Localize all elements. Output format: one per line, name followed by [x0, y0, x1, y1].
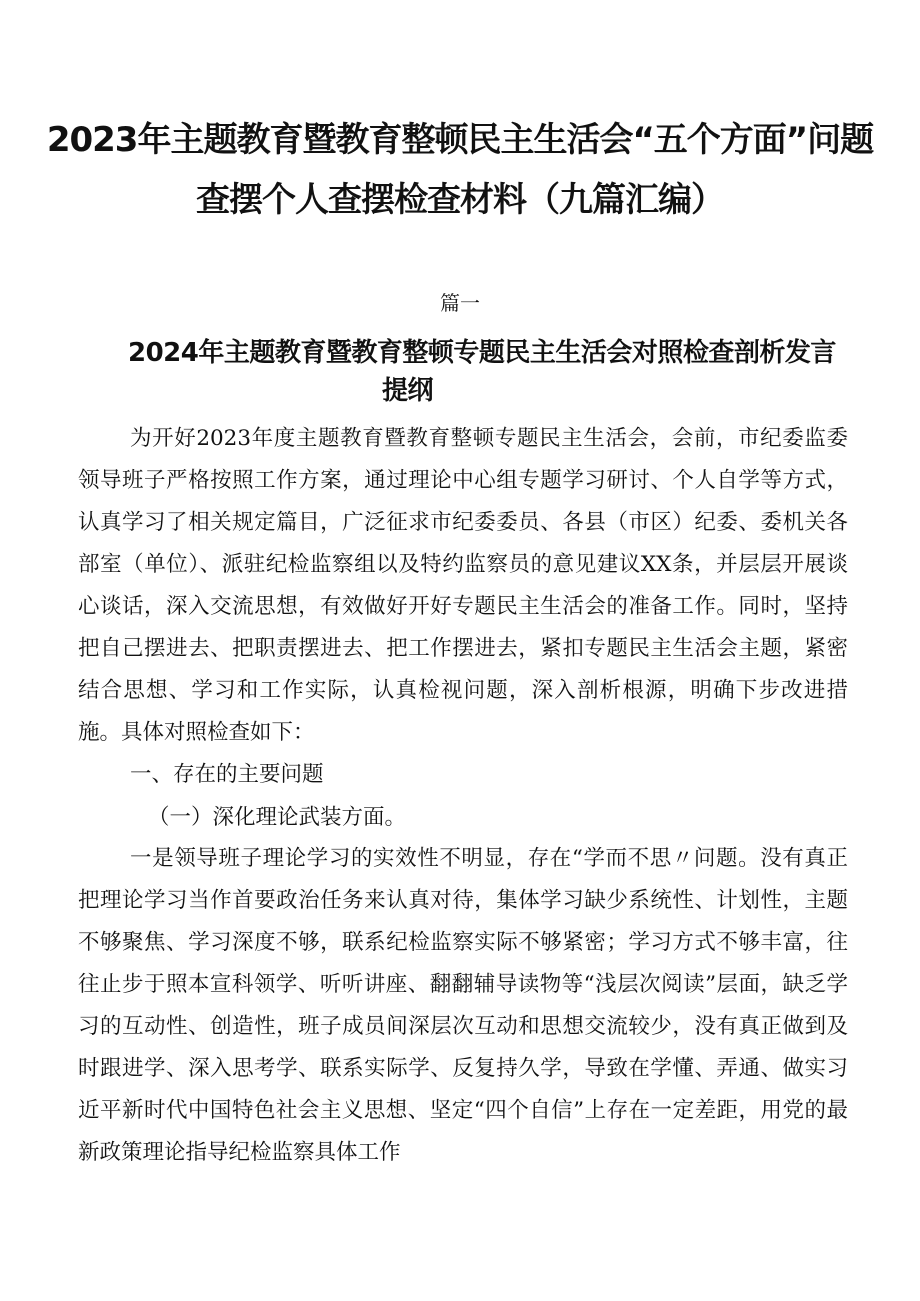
intro-paragraph: 为开好2023年度主题教育暨教育整顿专题民主生活会，会前，市纪委监委领导班子严格按照工作方案，通过理论中心组专题学习研讨、个人自学等方式，认真学习了相关规定篇目，广泛征求市纪委委员、各县（市区）纪委、委机关各部室（单位）、派驻纪检监察组以及特约监察员的意见建议XX条，并层层开展谈心谈话，深入交流思想，有效做好开好专题民主生活会的准备工作。同时，坚持把自己摆进去、把职责摆进去、把工作摆进去，紧扣专题民主生活会主题，紧密结合思想、学习和工作实际，认真检视问题，深入剖析根源，明确下步改进措施。具体对照检查如下： — [78, 426, 848, 745]
section-label: 篇一 — [440, 291, 480, 315]
heading-theory-armament: （一）深化理论武装方面。 — [148, 805, 407, 830]
document-title-line-1: 2023年主题教育暨教育整顿民主生活会“五个方面”问题 — [46, 120, 874, 160]
problem-paragraph-1: 一是领导班子理论学习的实效性不明显，存在“学而不思〃问题。没有真正把理论学习当作首要政治任务来认真对待，集体学习缺少系统性、计划性，主题不够聚焦、学习深度不够，联系纪检监察实际不够紧密；学习方式不够丰富，往往止步于照本宣科领学、听听讲座、翻翻辅导读物等“浅层次阅读”层面，缺乏学习的互动性、创造性，班子成员间深层次互动和思想交流较少，没有真正做到及时跟进学、深入思考学、联系实际学、反复持久学，导致在学懂、弄通、做实习近平新时代中国特色社会主义思想、坚定“四个自信”上存在一定差距，用党的最新政策理论指导纪检监察具体工作 — [78, 846, 848, 1165]
document-title-line-2: 查摆个人查摆检查材料（九篇汇编） — [196, 180, 724, 220]
section-subtitle-line-2: 提纲 — [382, 376, 434, 406]
heading-main-problems: 一、存在的主要问题 — [130, 762, 324, 787]
section-subtitle-line-1: 2024年主题教育暨教育整顿专题民主生活会对照检查剖析发言 — [128, 338, 836, 368]
